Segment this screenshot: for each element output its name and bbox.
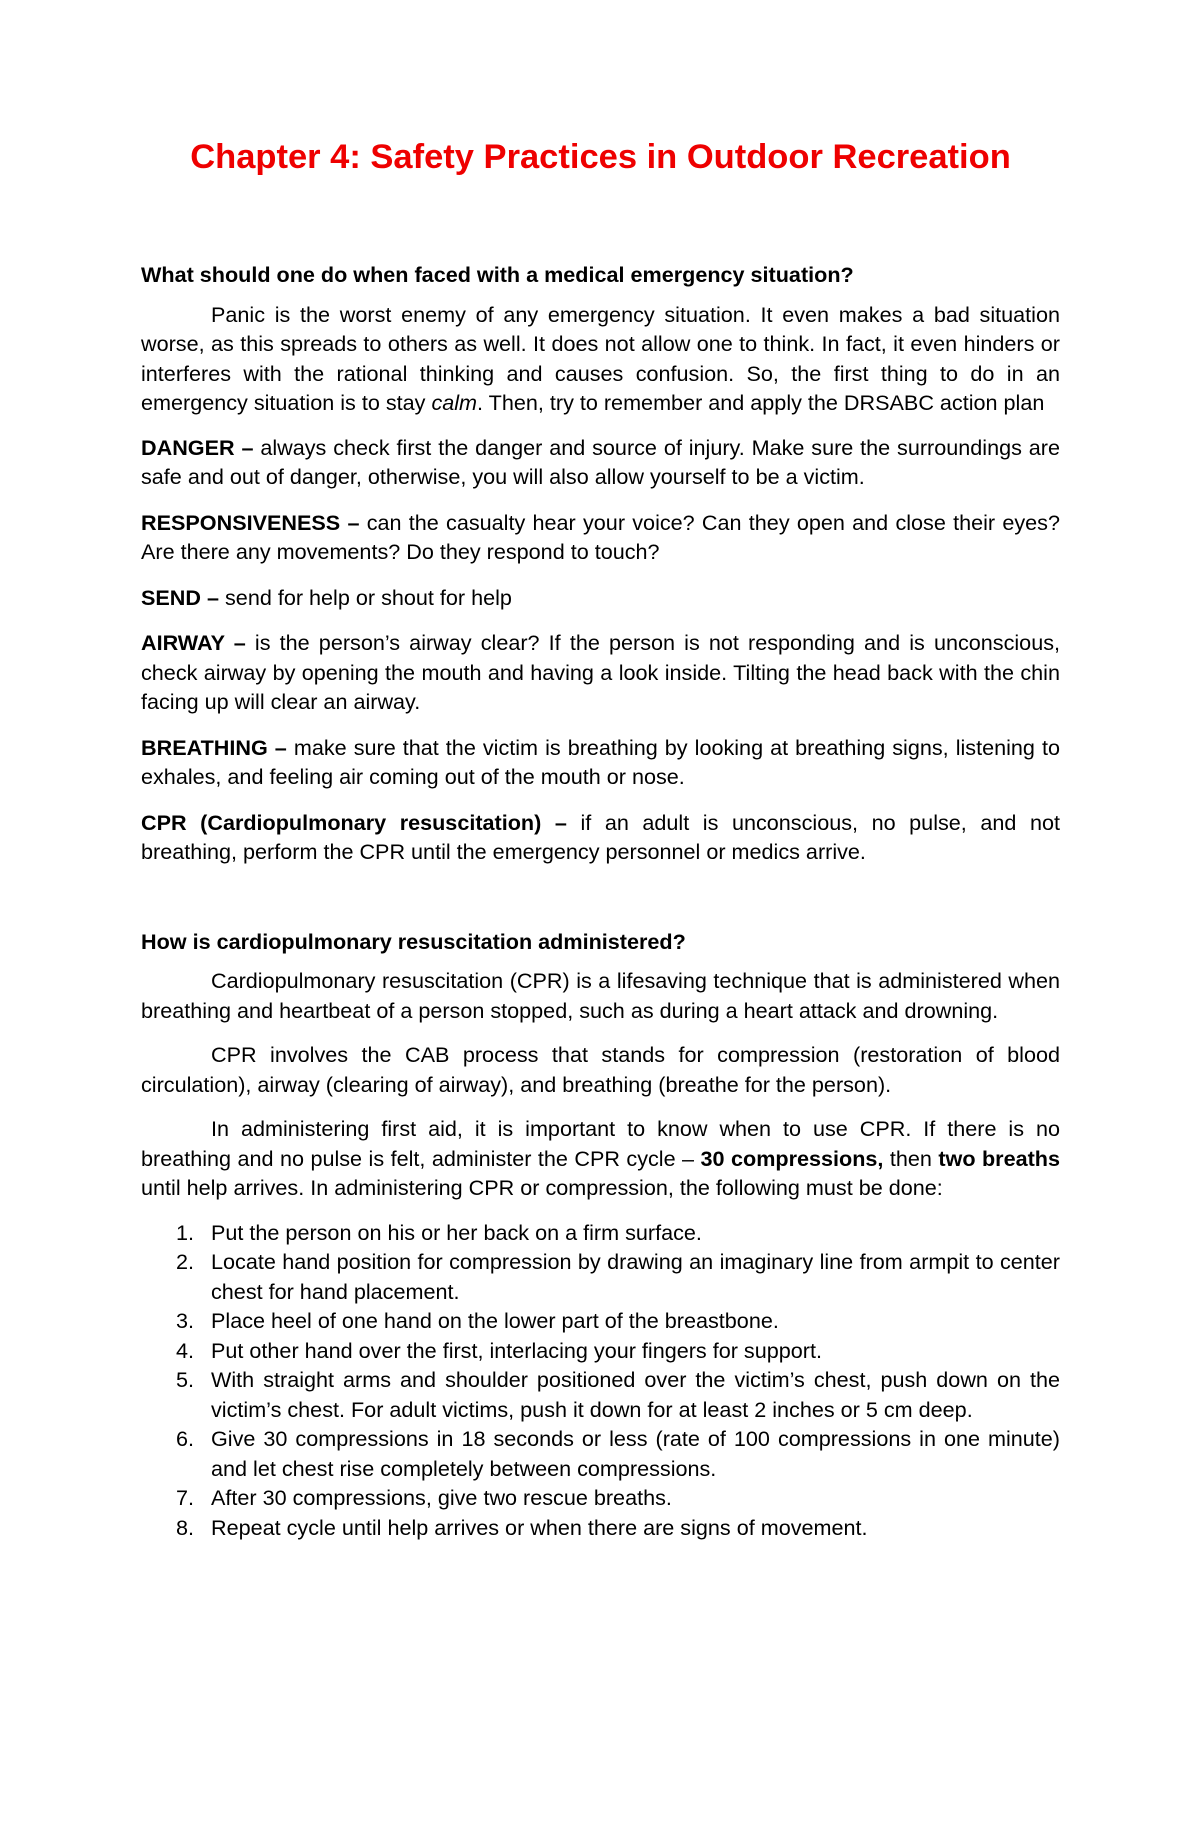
term-text: make sure that the victim is breathing by looking at breathing signs, listening to exhales, and feeling air coming out of the mouth or nose.: [141, 734, 1060, 789]
cycle-text-1: In administering first aid, it is important to know when to use CPR. If there is no breathing and no pulse is felt, administer the CPR cycle –: [141, 1116, 1060, 1171]
cycle-text-2: then: [883, 1145, 939, 1171]
step-number: 6.: [176, 1426, 195, 1451]
step-text: Repeat cycle until help arrives or when there are signs of movement.: [211, 1514, 868, 1540]
cpr-steps-list: [141, 1218, 1060, 1543]
step-text: Put the person on his or her back on a firm surface.: [211, 1219, 702, 1245]
section-heading-emergency: What should one do when faced with a medical emergency situation?: [141, 262, 854, 287]
list-item: [141, 1336, 1060, 1366]
list-item: [141, 1218, 1060, 1248]
step-text: Locate hand position for compression by drawing an imaginary line from armpit to center chest for hand placement.: [211, 1249, 1060, 1304]
cpr-definition-paragraph: Cardiopulmonary resuscitation (CPR) is a lifesaving technique that is administered when breathing and heartbeat of a person stopped, such as during a heart attack and drowning.: [141, 968, 1060, 1023]
list-item: [141, 1424, 1060, 1483]
intro-emphasis: calm: [431, 390, 478, 415]
term-danger: [141, 433, 1060, 492]
step-text: Place heel of one hand on the lower part of the breastbone.: [211, 1308, 779, 1333]
term-airway: [141, 628, 1060, 717]
step-number: 8.: [176, 1514, 195, 1540]
step-number: 3.: [176, 1308, 195, 1333]
term-responsiveness: [141, 508, 1060, 567]
step-text: After 30 compressions, give two rescue breaths.: [211, 1485, 672, 1510]
step-number: 2.: [176, 1249, 195, 1274]
list-item: [141, 1365, 1060, 1424]
term-label: BREATHING –: [141, 734, 287, 760]
term-text: send for help or shout for help: [219, 584, 512, 610]
term-send: [141, 583, 1060, 613]
term-label: CPR (Cardiopulmonary resuscitation) –: [141, 809, 567, 835]
page-title: Chapter 4: Safety Practices in Outdoor Recreation: [190, 138, 1011, 176]
step-number: 7.: [176, 1485, 195, 1510]
cab-process-paragraph: CPR involves the CAB process that stands for compression (restoration of blood circulation), airway (clearing of airway), and breathing (breathe for the person).: [141, 1042, 1060, 1097]
cycle-bold-breaths: two breaths: [938, 1145, 1060, 1171]
list-item: [141, 1483, 1060, 1513]
section-spacer: [141, 883, 1060, 927]
term-label: DANGER –: [141, 434, 254, 460]
step-number: 1.: [176, 1219, 195, 1245]
step-text: Put other hand over the first, interlacing your fingers for support.: [211, 1337, 822, 1363]
section-heading-cpr: How is cardiopulmonary resuscitation administered?: [141, 928, 686, 954]
term-cpr: [141, 808, 1060, 867]
term-label: RESPONSIVENESS –: [141, 509, 360, 535]
list-item: [141, 1513, 1060, 1543]
term-text: can the casualty hear your voice? Can they open and close their eyes? Are there any movements? Do they respond to touch?: [141, 509, 1060, 564]
list-item: [141, 1247, 1060, 1306]
intro-paragraph: [141, 300, 1060, 418]
step-number: 4.: [176, 1337, 195, 1363]
term-text: if an adult is unconscious, no pulse, and not breathing, perform the CPR until the emergency personnel or medics arrive.: [141, 809, 1060, 864]
cycle-text-3: until help arrives. In administering CPR or compression, the following must be done:: [141, 1175, 943, 1200]
term-text: always check first the danger and source of injury. Make sure the surroundings are safe and out of danger, otherwise, you will also allow yourself to be a victim.: [141, 434, 1060, 489]
intro-text-after: . Then, try to remember and apply the DRSABC action plan: [477, 390, 1045, 415]
cycle-bold-compressions: 30 compressions,: [700, 1145, 884, 1171]
list-item: [141, 1306, 1060, 1336]
step-number: 5.: [176, 1367, 195, 1392]
step-text: Give 30 compressions in 18 seconds or less (rate of 100 compressions in one minute) and let chest rise completely between compressions.: [211, 1426, 1060, 1481]
term-text: is the person’s airway clear? If the person is not responding and is unconscious, check airway by opening the mouth and having a look inside. Tilting the head back with the chin facing up will clear an airway.: [141, 630, 1060, 714]
term-breathing: [141, 733, 1060, 792]
step-text: With straight arms and shoulder positioned over the victim’s chest, push down on the victim’s chest. For adult victims, push it down for at least 2 inches or 5 cm deep.: [211, 1367, 1060, 1422]
intro-text-before: Panic is the worst enemy of any emergency situation. It even makes a bad situation worse, as this spreads to others as well. It does not allow one to think. In fact, it even hinders or interferes with the rational thinking and causes confusion. So, the first thing to do in an emergency situation is to stay: [141, 301, 1060, 415]
term-label: AIRWAY –: [141, 630, 246, 655]
term-label: SEND –: [141, 584, 220, 610]
cpr-cycle-paragraph: [141, 1114, 1060, 1203]
